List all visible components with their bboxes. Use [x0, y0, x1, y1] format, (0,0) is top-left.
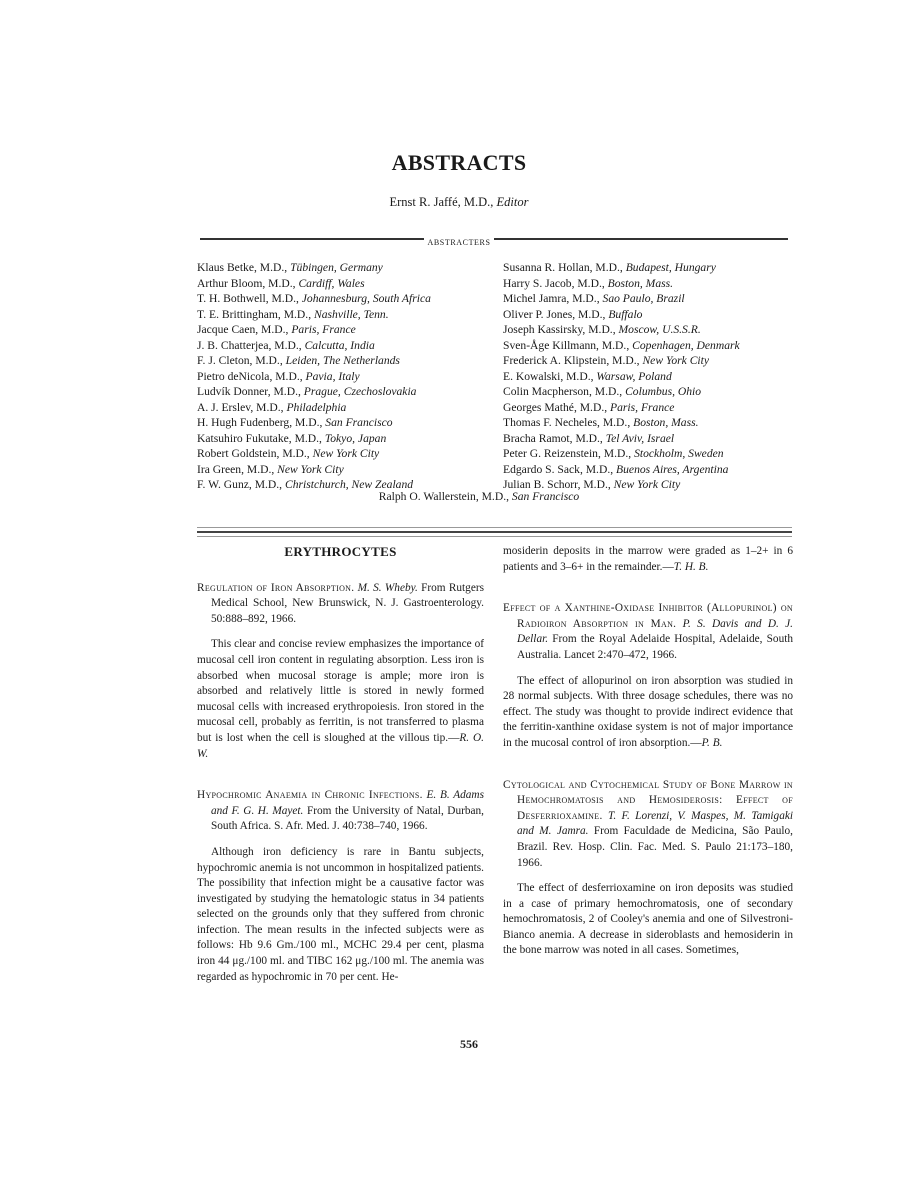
left-column [197, 544, 484, 1003]
abstracter: T. E. Brittingham, M.D., Nashville, Tenn. [197, 307, 389, 321]
abstract-body: This clear and concise review emphasizes the importance of mucosal cell iron content in regulating absorption. Less iron is absorbed when mucosal storage is ample; more iron is absorbed and relatively little is stored in newly formed mucosal cells with increased erythropoiesis. Iron stored in the mucosal cell, probably as ferritin, is not transferred to plasma but is lost when the cell is sloughed at the villous tip.—R. O. W. [197, 638, 484, 760]
abstract-body-continued: mosiderin deposits in the marrow were graded as 1–2+ in 6 patients and 3–6+ in the remainder.—T. H. B. [503, 545, 793, 573]
abstracter: Jacque Caen, M.D., Paris, France [197, 323, 356, 336]
abstracter: J. B. Chatterjea, M.D., Calcutta, India [197, 338, 375, 352]
abstract-title: Regulation of Iron Absorption. [197, 581, 355, 594]
abstracter: Sven-Åge Killmann, M.D., Copenhagen, Denmark [503, 338, 740, 352]
abstracter: Oliver P. Jones, M.D., Buffalo [503, 307, 643, 321]
abstracters-heading: ABSTRACTERS [0, 232, 918, 250]
abstracter: Georges Mathé, M.D., Paris, France [503, 400, 675, 414]
abstracters-list-left [197, 260, 431, 493]
abstract-authors: P. S. Davis and D. J. Dellar. [517, 617, 794, 646]
abstract-title: Cytological and Cytochemical Study of Bone Marrow in Hemochromatosis and Hemosiderosis: Effect of Desferrioxamine. [503, 778, 793, 822]
abstracter-initials: P. B. [701, 736, 723, 749]
editor-role: Editor [496, 195, 529, 209]
abstract-source: From the University of Natal, Durban, South Africa. S. Afr. Med. J. 40:738–740, 1966. [211, 804, 485, 833]
abstract-body: The effect of allopurinol on iron absorption was studied in 28 normal subjects. With three dosage schedules, there was no effect. The study was thought to provide indirect evidence that the ferritin-xanthine oxidase system is not of major importance in the mucosal control of iron absorption.—P. B. [503, 674, 793, 749]
abstracter: Michel Jamra, M.D., Sao Paulo, Brazil [503, 292, 685, 305]
section-heading: ERYTHROCYTES [284, 544, 397, 559]
abstracter: Joseph Kassirsky, M.D., Moscow, U.S.S.R. [503, 323, 701, 336]
page-title: ABSTRACTS [391, 150, 527, 175]
abstract-body: Although iron deficiency is rare in Bantu subjects, hypochromic anemia is not uncommon in hospitalized patients. The possibility that infection might be a causative factor was investigated by studying the hematologic status in 34 patients selected on the grounds only that they suffered from chronic infection. The mean results in the infected subjects were as follows: Hb 9.6 Gm./100 ml., MCHC 29.4 per cent, plasma iron 44 μg./100 ml. and TIBC 162 μg./100 ml. The anemia was regarded as hypochromic in 70 per cent. He- [197, 845, 484, 983]
section-rule-bottom [197, 536, 792, 537]
abstracter: F. W. Gunz, M.D., Christchurch, New Zealand [197, 478, 414, 491]
abstracter-last: Ralph O. Wallerstein, M.D., San Francisco [378, 490, 580, 503]
abstract-source: From the Royal Adelaide Hospital, Adelaide, South Australia. Lancet 2:470–472, 1966. [517, 633, 794, 661]
abstracter: A. J. Erslev, M.D., Philadelphia [197, 400, 347, 414]
abstract-title: Effect of a Xanthine-Oxidase Inhibitor (Allopurinol) on Radioiron Absorption in Man. [503, 602, 793, 630]
section-rule-top [197, 527, 792, 528]
editor-name: Ernst R. Jaffé, M.D., [389, 195, 494, 209]
abstract-authors: E. B. Adams and F. G. H. Mayet. [211, 789, 484, 817]
abstract-heading [503, 778, 793, 872]
abstracter: Ludvík Donner, M.D., Prague, Czechoslovakia [197, 385, 417, 398]
abstract-authors: T. F. Lorenzi, V. Maspes, M. Tamigaki and M. Jamra. [517, 809, 793, 838]
abstracter: Colin Macpherson, M.D., Columbus, Ohio [503, 385, 702, 398]
abstracter: Thomas F. Necheles, M.D., Boston, Mass. [503, 416, 699, 429]
abstracter: Harry S. Jacob, M.D., Boston, Mass. [503, 276, 674, 290]
abstracter: T. H. Bothwell, M.D., Johannesburg, South Africa [197, 292, 431, 305]
abstracter: Katsuhiro Fukutake, M.D., Tokyo, Japan [197, 431, 387, 445]
abstract-source: From Faculdade de Medicina, São Paulo, Brazil. Rev. Hosp. Clin. Fac. Med. S. Paulo 21:173–180, 1966. [517, 825, 793, 869]
abstracter: Peter G. Reizenstein, M.D., Stockholm, Sweden [503, 447, 724, 460]
abstract-authors: M. S. Wheby. [357, 581, 418, 594]
abstracter: Robert Goldstein, M.D., New York City [197, 447, 380, 460]
abstracter: Bracha Ramot, M.D., Tel Aviv, Israel [503, 431, 675, 445]
abstract-source: From Rutgers Medical School, New Brunswick, N. J. Gastroenterology. 50:888–892, 1966. [211, 581, 485, 625]
abstract-heading [197, 788, 484, 835]
abstracter: E. Kowalski, M.D., Warsaw, Poland [503, 369, 672, 383]
abstract-heading [503, 601, 793, 663]
abstracter: Frederick A. Klipstein, M.D., New York City [503, 354, 710, 367]
abstract-title: Hypochromic Anaemia in Chronic Infections. [197, 789, 423, 802]
abstracter-initials: R. O. W. [197, 731, 484, 760]
abstracter: Edgardo S. Sack, M.D., Buenos Aires, Argentina [503, 462, 729, 476]
abstracter: Arthur Bloom, M.D., Cardiff, Wales [197, 276, 365, 290]
abstracter: Julian B. Schorr, M.D., New York City [503, 478, 681, 491]
abstracter: F. J. Cleton, M.D., Leiden, The Netherlands [197, 354, 400, 367]
abstracter: H. Hugh Fudenberg, M.D., San Francisco [197, 416, 393, 429]
editor-line [0, 195, 918, 210]
abstracter: Klaus Betke, M.D., Tübingen, Germany [197, 261, 383, 274]
section-rule-middle [197, 531, 792, 533]
abstract-heading [197, 581, 484, 628]
page-number: 556 [460, 1037, 478, 1051]
abstract-body: The effect of desferrioxamine on iron deposits was studied in a case of primary hemochromatosis, one of secondary hemochromatosis, 2 of Cooley's anemia and one of Silvestroni-Bianco anemia. A decrease in sideroblasts and hemosiderin in the bone marrow was noted in all cases. Sometimes, [503, 882, 793, 957]
abstracter-initials: T. H. B. [673, 560, 709, 573]
abstracter: Ira Green, M.D., New York City [197, 462, 344, 476]
abstracter: Susanna R. Hollan, M.D., Budapest, Hungary [503, 261, 716, 274]
abstracters-list-right [503, 260, 740, 493]
abstracter: Pietro deNicola, M.D., Pavia, Italy [197, 369, 360, 383]
right-column [503, 544, 793, 977]
